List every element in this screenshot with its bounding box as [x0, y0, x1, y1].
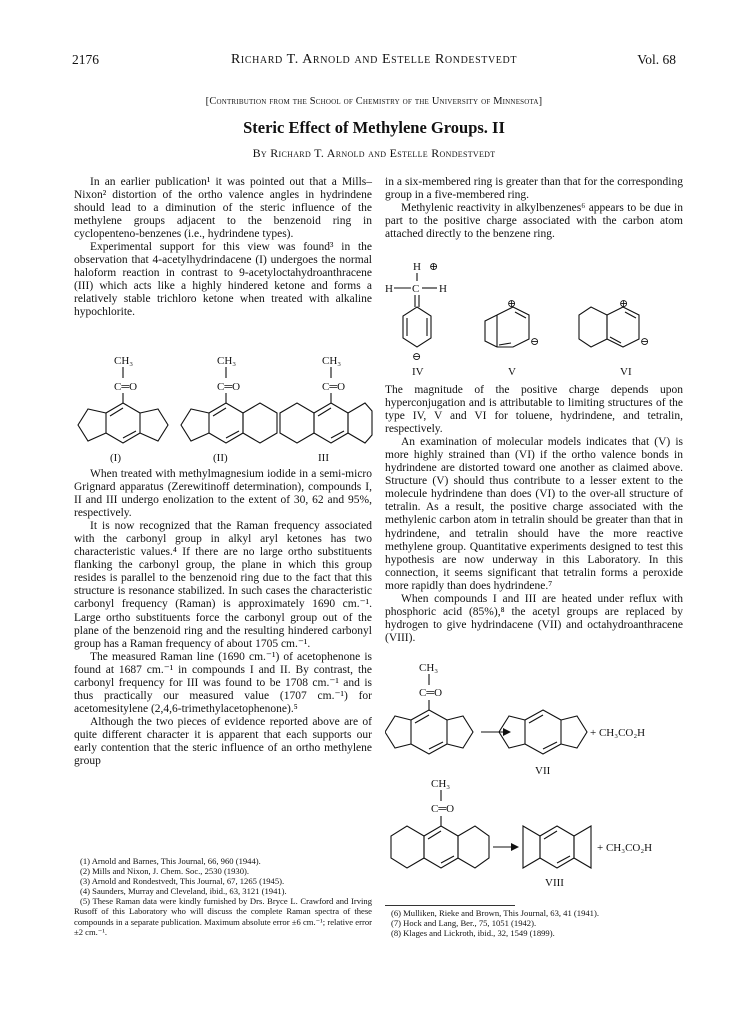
footnote: (1) Arnold and Barnes, This Journal, 66, 960 (1944). — [80, 856, 261, 866]
paragraph: It is now recognized that the Raman frequency associated with the carbonyl group in alkyl aryl ketones has two characteristic values.⁴ If there are no large ortho substituents flanking the carbonyl group, the plane in which this group resides is parallel to the benzenoid ring due to the fact that this structure is resonance stabilized. In such cases the characteristic carbonyl frequency (Raman) is approximately 1690 cm.⁻¹. Large ortho substituents force the carbonyl group out of the plane of the benzenoid ring and the resulting hindered carbonyl group has a Raman frequency of about 1705 cm.⁻¹. — [74, 520, 372, 650]
structure-ii — [181, 355, 277, 464]
minus-sign: ⊖ — [530, 336, 540, 348]
structure-iii — [280, 355, 372, 464]
paragraph: The magnitude of the positive charge depends upon hyperconjugation and is attributable to limiting structures of the type IV, V and VI for toluene, hydrindene, and tetralin, respectively. — [385, 384, 683, 436]
reaction-i-to-vii — [385, 662, 645, 777]
paragraph: When treated with methylmagnesium iodide in a semi-micro Grignard apparatus (Zerewitinoff determination), compounds I, II and III undergo enolization to the extent of 30, 62 and 95%, respectively. — [74, 468, 372, 520]
byproduct-label: + CH₃CO₂H — [590, 727, 646, 739]
contribution-line: [Contribution from the School of Chemistry of the University of Minnesota] — [205, 96, 543, 107]
footnotes-right — [385, 908, 683, 938]
arrow-head — [503, 728, 511, 736]
structure-label: V — [508, 366, 516, 378]
left-column-top — [74, 176, 372, 320]
plus-sign: ⊕ — [429, 261, 439, 273]
footnote: (3) Arnold and Rondestvedt, This Journal, 67, 1265 (1945). — [80, 876, 285, 887]
structure-label: (I) — [110, 452, 121, 464]
footnote: (4) Saunders, Murray and Cleveland, ibid., 63, 3121 (1941). — [80, 886, 287, 897]
footnote: (7) Hock and Lang, Ber., 75, 1051 (1942). — [391, 918, 537, 929]
footnote-rule — [385, 905, 515, 906]
footnote: (5) These Raman data were kindly furnished by Drs. Bryce L. Crawford and Irving Rusoff of this Laboratory who will discuss the complete Raman spectra of these compounds in a separate publication. Maximum absolute error ±6 cm.⁻¹; relative error ±2 cm.⁻¹. — [74, 896, 372, 937]
structure-label: VI — [620, 366, 632, 378]
byline: By Richard T. Arnold and Estelle Rondestvedt — [252, 146, 496, 160]
carbonyl-label: C═O — [114, 381, 138, 393]
structure-label: III — [318, 452, 329, 464]
right-column-top — [385, 176, 683, 241]
running-head: Richard T. Arnold and Estelle Rondestvedt — [230, 52, 518, 67]
ch3-label: CH₃ — [419, 662, 439, 674]
paragraph: In an earlier publication¹ it was pointed out that a Mills–Nixon² distortion of the ortho valence angles in hydrindene should lead to a diminution of the steric influence of the methylene groups adjacent to the benzenoid ring in cyclopenteno-benzenes (i.e., hydrindene types). — [74, 176, 372, 241]
ch3-label: CH₃ — [217, 355, 237, 367]
footnote: (2) Mills and Nixon, J. Chem. Soc., 2530 (1930). — [80, 866, 250, 877]
footnote: (8) Klages and Lickroth, ibid., 32, 1549 (1899). — [391, 928, 555, 939]
structures-iv-v-vi — [385, 259, 685, 379]
plus-sign: ⊕ — [619, 298, 629, 310]
paragraph: Methylenic reactivity in alkylbenzenes⁶ appears to be due in part to the positive charge associated with the carbon atom attached directly to the benzene ring. — [385, 202, 683, 241]
volume-label: Vol. 68 — [637, 52, 676, 67]
footnote: (6) Mulliken, Rieke and Brown, This Journal, 63, 41 (1941). — [391, 908, 599, 918]
structure-v — [485, 298, 539, 378]
carbonyl-label: C═O — [217, 381, 241, 393]
paragraph: Although the two pieces of evidence reported above are of quite different character it is apparent that each supports our early contention that the steric influence of an ortho methylene group — [74, 715, 372, 768]
product-label: VIII — [545, 877, 564, 889]
paragraph: The measured Raman line (1690 cm.⁻¹) of acetophenone is found at 1687 cm.⁻¹ in compounds I and II. By contrast, the carbonyl frequency for III was found to be 1708 cm.⁻¹ and is thus practically our measured value (1707 cm.⁻¹) for acetomesitylene (2,4,6-trimethylacetophenone).⁵ — [74, 650, 372, 715]
h-label: H — [413, 261, 421, 273]
ch3-label: CH₃ — [431, 778, 451, 790]
right-column-bottom — [385, 384, 683, 645]
h-label: H — [439, 283, 447, 295]
structure-label: (II) — [213, 452, 228, 464]
article-title: Steric Effect of Methylene Groups. II — [243, 118, 505, 137]
minus-sign: ⊖ — [640, 336, 650, 348]
footnotes-left — [74, 856, 372, 937]
paragraph: An examination of molecular models indicates that (V) is more highly strained than (VI) if the ortho valence bonds in hydrindene are distorted toward one another as claimed above. Structure (V) should thus contribute to a lesser extent to the molecule hydrindene than does (VI) to the over-all structure of tetralin. As a result, the positive charge associated with the methylenic carbon atom in tetralin should be greater than that in hydrindene, and tetralin should have the more reactive methylene group. Quantitative experiments designed to test this hypothesis are now underway in this Laboratory. In this connection, it seems significant that tetralin forms a peroxide more rapidly than does hydrindene.⁷ — [385, 436, 683, 592]
reaction-iii-to-viii — [391, 778, 652, 889]
svg-text:C: C — [412, 283, 420, 295]
structure-label: IV — [412, 366, 424, 378]
page-number: 2176 — [72, 52, 99, 67]
reaction-schemes — [385, 660, 685, 898]
product-label: VII — [535, 765, 551, 777]
structure-i — [78, 355, 168, 464]
paragraph: When compounds I and III are heated under reflux with phosphoric acid (85%),⁸ the acetyl groups are replaced by hydrogen to give hydrindacene (VII) and octahydroanthracene (VIII). — [385, 592, 683, 644]
h-label: H — [385, 283, 393, 295]
paragraph: in a six-membered ring is greater than that for the corresponding group in a five-membered ring. — [385, 176, 683, 202]
carbonyl-label: C═O — [419, 687, 443, 699]
structure-vi — [579, 298, 649, 378]
structures-i-ii-iii — [74, 353, 374, 465]
left-column-bottom — [74, 468, 372, 768]
carbonyl-label: C═O — [431, 803, 455, 815]
arrow-head — [511, 843, 519, 851]
paragraph: Experimental support for this view was found³ in the observation that 4-acetylhydrindacene (I) undergoes the normal haloform reaction in contrast to 9-acetyloctahydroanthracene (III) which acts like a highly hindered ketone and forms a relatively stable trichloro ketone when treated with alkaline hypochlorite. — [74, 241, 372, 319]
byproduct-label: + CH₃CO₂H — [597, 842, 653, 854]
minus-sign: ⊖ — [412, 351, 422, 363]
ch3-label: CH₃ — [114, 355, 134, 367]
carbonyl-label: C═O — [322, 381, 346, 393]
structure-iv — [385, 261, 447, 378]
plus-sign: ⊕ — [507, 298, 517, 310]
ch3-label: CH₃ — [322, 355, 342, 367]
